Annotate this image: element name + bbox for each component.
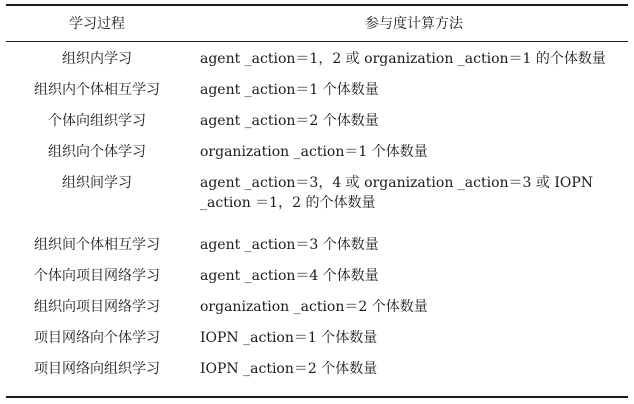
process-cell: 项目网络向个体学习: [34, 330, 160, 346]
method-cell: agent _action＝3，4 或 organization _action＝3 或 IOPN _action ＝1，2 的个体数量: [200, 175, 594, 211]
header-process: 学习过程: [69, 16, 125, 32]
method-cell: agent _action＝1，2 或 organization _action＝1 的个体数量: [200, 51, 606, 67]
process-cell: 个体向项目网络学习: [34, 268, 160, 284]
method-cell: IOPN _action＝2 个体数量: [200, 361, 378, 377]
process-cell: 组织向项目网络学习: [34, 299, 160, 315]
process-cell: 个体向组织学习: [48, 113, 146, 129]
header-rule: [6, 41, 628, 42]
process-cell: 组织间学习: [62, 175, 132, 191]
top-rule: [6, 4, 628, 6]
method-cell: IOPN _action＝1 个体数量: [200, 330, 378, 346]
process-cell: 项目网络向组织学习: [34, 361, 160, 377]
method-cell: agent _action＝2 个体数量: [200, 113, 379, 129]
method-cell: agent _action＝3 个体数量: [200, 237, 379, 253]
method-cell: agent _action＝4 个体数量: [200, 268, 379, 284]
process-cell: 组织间个体相互学习: [34, 237, 160, 253]
bottom-rule: [6, 396, 628, 398]
method-cell: organization _action＝1 个体数量: [200, 144, 428, 160]
process-cell: 组织内个体相互学习: [34, 82, 160, 98]
method-cell: organization _action＝2 个体数量: [200, 299, 428, 315]
process-cell: 组织内学习: [62, 51, 132, 67]
method-cell: agent _action＝1 个体数量: [200, 82, 379, 98]
header-method: 参与度计算方法: [365, 16, 463, 32]
process-cell: 组织向个体学习: [48, 144, 146, 160]
